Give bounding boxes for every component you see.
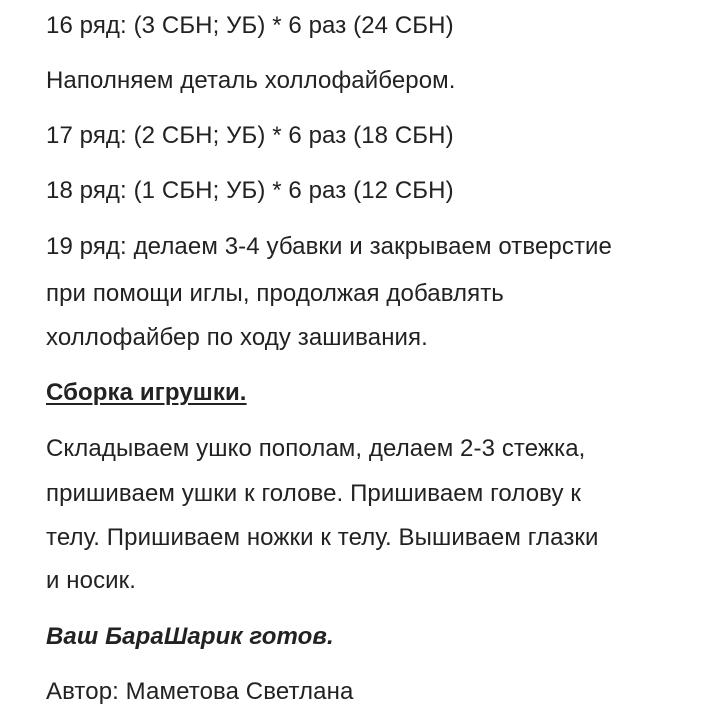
ready-text: Ваш БараШарик готов. [46, 623, 334, 650]
assembly-line-1: Складываем ушко пополам, делаем 2-3 стежка, [46, 435, 586, 462]
stuffing-text: Наполняем деталь холлофайбером. [46, 67, 456, 94]
row-17-text: 17 ряд: (2 СБН; УБ) * 6 раз (18 СБН) [46, 122, 454, 149]
author-text: Автор: Маметова Светлана [46, 678, 354, 705]
row-18-text: 18 ряд: (1 СБН; УБ) * 6 раз (12 СБН) [46, 177, 454, 204]
assembly-line-3: телу. Пришиваем ножки к телу. Вышиваем глазки [46, 524, 599, 551]
row-19-line-3: холлофайбер по ходу зашивания. [46, 324, 428, 351]
row-19-line-2: при помощи иглы, продолжая добавлять [46, 280, 504, 307]
assembly-heading: Сборка игрушки. [46, 379, 247, 406]
assembly-line-2: пришиваем ушки к голове. Пришиваем голову к [46, 480, 581, 507]
row-19-line-1: 19 ряд: делаем 3-4 убавки и закрываем отверстие [46, 233, 612, 260]
assembly-line-4: и носик. [46, 567, 137, 594]
row-16-text: 16 ряд: (3 СБН; УБ) * 6 раз (24 СБН) [46, 12, 454, 39]
